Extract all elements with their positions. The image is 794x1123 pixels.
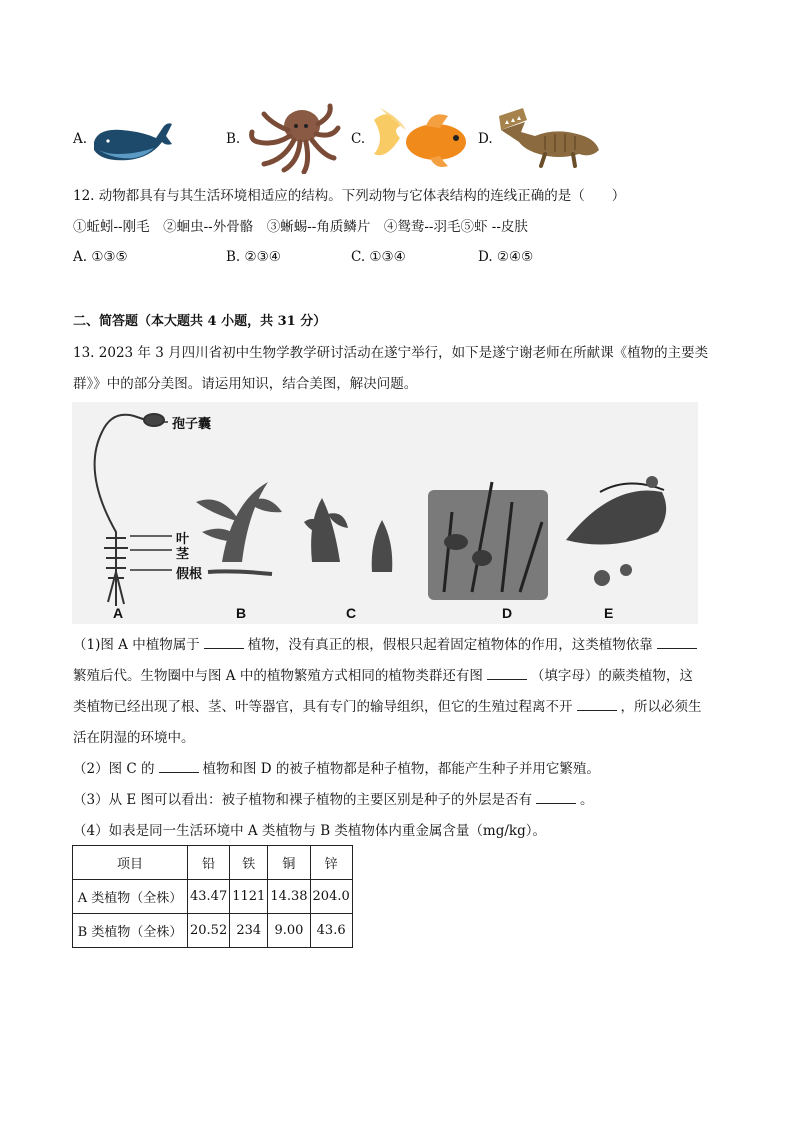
- q13-part1-text: （1)图 A 中植物属于: [73, 637, 200, 653]
- table-header-cell: 项目: [73, 846, 188, 880]
- option-label-a: A.: [73, 131, 88, 147]
- q13-part1-line1: [73, 636, 701, 654]
- q13-part1-line3: [73, 698, 702, 716]
- answer-blank[interactable]: [487, 667, 527, 680]
- label-sporangium: 孢子囊: [172, 416, 212, 431]
- table-row: [73, 914, 353, 948]
- plant-figure: [72, 402, 698, 624]
- q12-stem: 12. 动物都具有与其生活环境相适应的结构。下列动物与它体表结构的连线正确的是（ ）: [73, 188, 626, 204]
- figure-label-c: C: [346, 605, 357, 621]
- seed-pod-drawing: [566, 476, 666, 586]
- figure-label-b: B: [236, 605, 247, 621]
- section-heading: 二、简答题（本大题共 4 小题，共 31 分）: [73, 314, 327, 329]
- answer-blank[interactable]: [577, 698, 617, 711]
- q13-part3-text: 。: [580, 792, 594, 808]
- octopus-icon: [244, 102, 344, 174]
- table-cell: 1121: [230, 880, 268, 914]
- q13-part1-line4: 活在阴湿的环境中。: [73, 730, 195, 746]
- q13-stem-line2: 群》》中的部分美图。请运用知识，结合美图，解决问题。: [73, 376, 418, 392]
- table-cell: 14.38: [268, 880, 310, 914]
- q13-part3-text: （3）从 E 图可以看出：被子植物和裸子植物的主要区别是种子的外层是否有: [73, 792, 533, 808]
- q12-option-b: B. ②③④: [226, 249, 281, 265]
- q12-items: ①蚯蚓--刚毛 ②蛔虫--外骨骼 ③蜥蜴--角质鳞片 ④鸳鸯--羽毛⑤虾 --皮肤: [73, 219, 528, 235]
- table-cell: 20.52: [188, 914, 230, 948]
- q13-part2-text: 植物和图 D 的被子植物都是种子植物，都能产生种子并用它繁殖。: [202, 761, 600, 777]
- table-cell: 234: [230, 914, 268, 948]
- figure-label-e: E: [604, 605, 614, 621]
- table-header-cell: 铁: [230, 846, 268, 880]
- table-header-cell: 铅: [188, 846, 230, 880]
- q13-part1-line2: [73, 667, 693, 685]
- q13-part4: （4）如表是同一生活环境中 A 类植物与 B 类植物体内重金属含量（mg/kg）。: [73, 823, 546, 839]
- heavy-metal-table: [72, 845, 353, 948]
- table-row: [73, 880, 353, 914]
- table-cell: 43.47: [188, 880, 230, 914]
- gymnosperm-drawing: [304, 498, 392, 572]
- q12-option-d: D. ②④⑤: [478, 249, 534, 265]
- answer-blank[interactable]: [159, 760, 199, 773]
- option-label-b: B.: [226, 131, 241, 147]
- figure-label-d: D: [502, 605, 513, 621]
- label-stem: 茎: [176, 546, 190, 561]
- table-cell: 204.0: [310, 880, 352, 914]
- answer-blank[interactable]: [536, 791, 576, 804]
- table-header-cell: 锌: [310, 846, 352, 880]
- table-cell: B 类植物（全株）: [73, 914, 188, 948]
- fern-drawing: [196, 482, 282, 574]
- answer-blank[interactable]: [657, 636, 697, 649]
- goldfish-icon: [370, 100, 474, 174]
- table-cell: 43.6: [310, 914, 352, 948]
- table-header-row: [73, 846, 353, 880]
- q12-option-c: C. ①③④: [351, 249, 406, 265]
- q13-part1-text: 类植物已经出现了根、茎、叶等器官，具有专门的输导组织，但它的生殖过程离不开: [73, 699, 573, 715]
- table-cell: 9.00: [268, 914, 310, 948]
- q12-option-a: A. ①③⑤: [73, 249, 128, 265]
- q13-part1-text: 植物，没有真正的根，假根只起着固定植物体的作用，这类植物依靠: [247, 637, 653, 653]
- moss-drawing: [95, 414, 164, 606]
- option-label-d: D.: [478, 131, 493, 147]
- q13-part1-text: （填字母）的蕨类植物，这: [530, 668, 693, 684]
- q13-stem-line1: 13. 2023 年 3 月四川省初中生物学教学研讨活动在遂宁举行，如下是遂宁谢老师在所献课《植物的主要类: [73, 345, 709, 361]
- answer-blank[interactable]: [204, 636, 244, 649]
- whale-icon: [88, 108, 174, 168]
- q13-part2: [73, 760, 600, 778]
- figure-label-a: A: [113, 605, 124, 621]
- q13-part3: [73, 791, 594, 809]
- q13-part1-text: ，所以必须生: [620, 699, 702, 715]
- table-cell: A 类植物（全株）: [73, 880, 188, 914]
- angiosperm-drawing: [428, 482, 548, 600]
- label-leaf: 叶: [176, 531, 190, 546]
- table-header-cell: 铜: [268, 846, 310, 880]
- option-label-c: C.: [351, 131, 366, 147]
- q13-part1-text: 繁殖后代。生物圈中与图 A 中的植物繁殖方式相同的植物类群还有图: [73, 668, 483, 684]
- label-rhizoid: 假根: [176, 566, 203, 581]
- crocodile-icon: [495, 102, 603, 170]
- q13-part2-text: （2）图 C 的: [73, 761, 155, 777]
